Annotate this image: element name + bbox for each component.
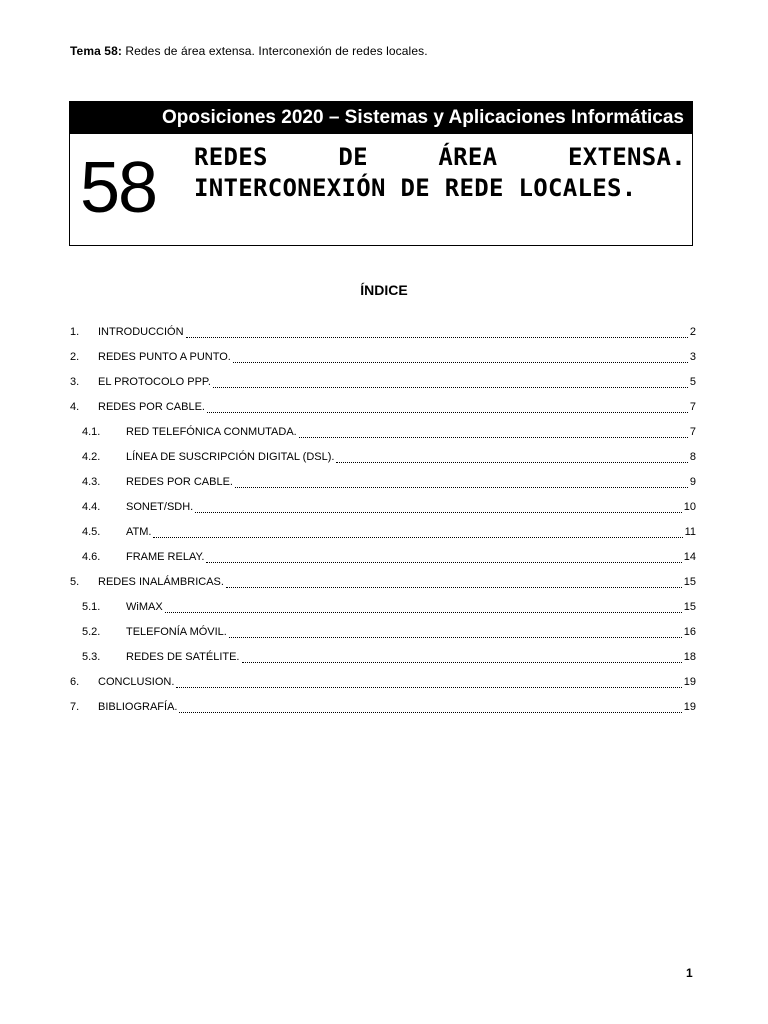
toc-entry-number: 4.6. — [82, 550, 101, 563]
toc-entry-title: FRAME RELAY. — [126, 550, 205, 563]
toc-entry-page: 18 — [683, 650, 696, 663]
title-box — [69, 101, 693, 246]
toc-entry[interactable] — [70, 619, 696, 644]
toc-entry-title: WiMAX — [126, 600, 163, 613]
toc-entry-title: EL PROTOCOLO PPP. — [98, 375, 211, 388]
toc-entry-title: CONCLUSION. — [98, 675, 175, 688]
toc-entry-page: 8 — [689, 450, 696, 463]
toc-entry-title: REDES POR CABLE. — [126, 475, 233, 488]
toc-entry[interactable] — [70, 469, 696, 494]
title-banner: Oposiciones 2020 – Sistemas y Aplicaciones Informáticas — [70, 102, 692, 134]
toc-entry-number: 4.1. — [82, 425, 101, 438]
toc-entry-number: 4.5. — [82, 525, 101, 538]
toc-entry-number: 6. — [70, 675, 80, 688]
toc-entry-number: 4. — [70, 400, 80, 413]
toc-entry-page: 11 — [684, 525, 696, 538]
toc-entry-title: ATM. — [126, 525, 152, 538]
toc-entry-number: 5. — [70, 575, 80, 588]
toc-entry-page: 19 — [683, 675, 696, 688]
toc-entry[interactable] — [70, 694, 696, 719]
toc-entry-page: 2 — [689, 325, 696, 338]
toc-entry-number: 5.2. — [82, 625, 101, 638]
toc-dot-leader — [179, 699, 681, 713]
table-of-contents — [70, 319, 696, 719]
topic-number: 58 — [80, 148, 157, 228]
toc-entry-title: REDES PUNTO A PUNTO. — [98, 350, 231, 363]
toc-entry-page: 16 — [683, 625, 696, 638]
toc-entry-page: 5 — [689, 375, 696, 388]
toc-dot-leader — [229, 624, 682, 638]
toc-dot-leader — [242, 649, 682, 663]
toc-entry[interactable] — [70, 519, 696, 544]
header-text: Redes de área extensa. Interconexión de redes locales. — [121, 44, 428, 58]
toc-dot-leader — [299, 424, 688, 438]
running-header — [70, 44, 428, 58]
toc-dot-leader — [195, 499, 682, 513]
toc-entry-title: RED TELEFÓNICA CONMUTADA. — [126, 425, 297, 438]
toc-entry[interactable] — [70, 544, 696, 569]
toc-entry-number: 4.4. — [82, 500, 101, 513]
toc-entry-number: 1. — [70, 325, 80, 338]
toc-dot-leader — [176, 674, 681, 688]
toc-dot-leader — [235, 474, 688, 488]
toc-entry-page: 7 — [689, 425, 696, 438]
toc-dot-leader — [153, 524, 682, 538]
toc-dot-leader — [233, 349, 688, 363]
toc-entry-title: SONET/SDH. — [126, 500, 194, 513]
toc-entry[interactable] — [70, 669, 696, 694]
toc-entry-page: 15 — [683, 600, 696, 613]
toc-dot-leader — [226, 574, 682, 588]
toc-entry[interactable] — [70, 319, 696, 344]
toc-entry-title: INTRODUCCIÓN — [98, 325, 184, 338]
toc-entry[interactable] — [70, 344, 696, 369]
toc-entry[interactable] — [70, 444, 696, 469]
toc-entry-page: 9 — [689, 475, 696, 488]
toc-entry-title: REDES DE SATÉLITE. — [126, 650, 240, 663]
toc-entry-number: 7. — [70, 700, 80, 713]
toc-entry-number: 4.2. — [82, 450, 101, 463]
toc-entry-page: 3 — [689, 350, 696, 363]
toc-dot-leader — [336, 449, 687, 463]
toc-entry-number: 4.3. — [82, 475, 101, 488]
toc-entry[interactable] — [70, 494, 696, 519]
toc-entry-title: REDES POR CABLE. — [98, 400, 205, 413]
toc-dot-leader — [206, 549, 681, 563]
toc-entry[interactable] — [70, 369, 696, 394]
toc-dot-leader — [165, 599, 682, 613]
toc-entry-page: 15 — [683, 575, 696, 588]
toc-entry-page: 10 — [683, 500, 696, 513]
toc-entry-title: REDES INALÁMBRICAS. — [98, 575, 224, 588]
toc-entry-title: LÍNEA DE SUSCRIPCIÓN DIGITAL (DSL). — [126, 450, 335, 463]
toc-entry-number: 2. — [70, 350, 80, 363]
toc-dot-leader — [186, 324, 688, 338]
index-heading: ÍNDICE — [360, 282, 408, 298]
toc-dot-leader — [207, 399, 688, 413]
header-label: Tema 58: — [70, 44, 122, 58]
toc-entry[interactable] — [70, 594, 696, 619]
toc-entry-number: 5.1. — [82, 600, 101, 613]
toc-entry[interactable] — [70, 644, 696, 669]
toc-entry-title: BIBLIOGRAFÍA. — [98, 700, 178, 713]
toc-entry-number: 3. — [70, 375, 80, 388]
toc-entry-page: 19 — [683, 700, 696, 713]
toc-entry[interactable] — [70, 569, 696, 594]
toc-entry-number: 5.3. — [82, 650, 101, 663]
topic-title: REDES DE ÁREA EXTENSA. INTERCONEXIÓN DE REDE LOCALES. — [194, 143, 686, 202]
toc-entry-page: 14 — [683, 550, 696, 563]
toc-entry-title: TELEFONÍA MÓVIL. — [126, 625, 227, 638]
toc-dot-leader — [213, 374, 688, 388]
toc-entry[interactable] — [70, 394, 696, 419]
toc-entry[interactable] — [70, 419, 696, 444]
title-body — [70, 134, 692, 245]
page-number: 1 — [686, 966, 693, 980]
toc-entry-page: 7 — [689, 400, 696, 413]
